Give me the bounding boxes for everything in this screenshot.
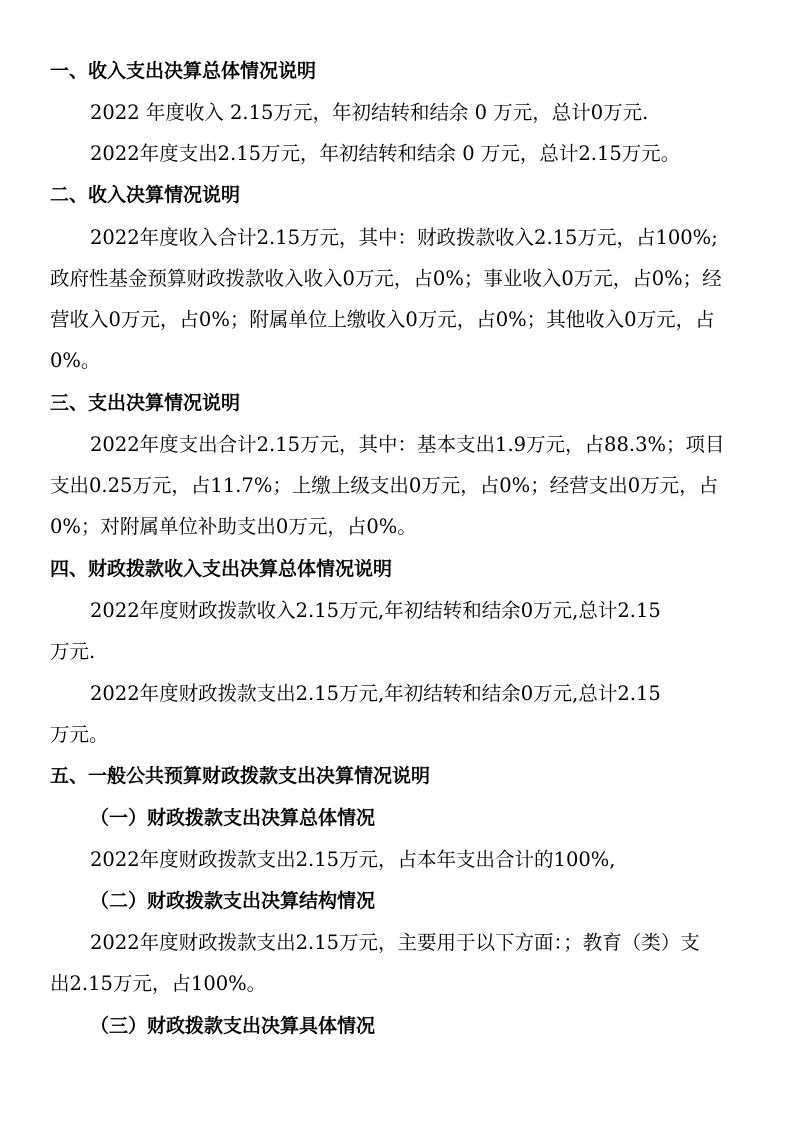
section-heading-4: 四、财政拨款收入支出决算总体情况说明: [50, 558, 393, 580]
paragraph-2-line-1-text: 2022年度收入合计2.15万元，其中：财政拨款收入2.15万元，占100%;: [90, 226, 718, 249]
paragraph-4-1-line-2: 万元.: [50, 640, 96, 663]
section-heading-5: 五、一般公共预算财政拨款支出决算情况说明: [50, 765, 431, 787]
paragraph-4-2-line-2: 万元。: [50, 723, 109, 746]
paragraph-2-line-1: [90, 226, 740, 250]
section-heading-3: 三、支出决算情况说明: [50, 392, 241, 414]
paragraph-3-line-2: 支出0.25万元，占11.7%；上缴上级支出0万元，占0%；经营支出0万元，占: [50, 474, 719, 497]
section-heading-2: 二、收入决算情况说明: [50, 184, 241, 206]
paragraph-3-line-1: 2022年度支出合计2.15万元，其中：基本支出1.9万元，占88.3%；项目: [90, 433, 725, 456]
paragraph-1-1: 2022 年度收入 2.15万元，年初结转和结余 0 万元，总计0万元.: [90, 101, 649, 124]
paragraph-2-line-3: 营收入0万元，占0%；附属单位上缴收入0万元，占0%；其他收入0万元，占: [50, 308, 715, 331]
paragraph-5-2-line-1: 2022年度财政拨款支出2.15万元，主要用于以下方面：；教育（类）支: [90, 931, 700, 954]
paragraph-1-2: 2022年度支出2.15万元，年初结转和结余 0 万元，总计2.15万元。: [90, 142, 681, 165]
subsection-heading-5-3: （三）财政拨款支出决算具体情况: [90, 1015, 376, 1037]
paragraph-2-line-4: 0%。: [50, 349, 101, 372]
paragraph-4-1-line-1: 2022年度财政拨款收入2.15万元,年初结转和结余0万元,总计2.15: [90, 599, 661, 622]
paragraph-4-2-line-1: 2022年度财政拨款支出2.15万元,年初结转和结余0万元,总计2.15: [90, 682, 661, 705]
paragraph-2-line-2: 政府性基金预算财政拨款收入收入0万元，占0%；事业收入0万元，占0%；经: [50, 267, 722, 290]
paragraph-5-2-line-2: 出2.15万元，占100%。: [50, 972, 267, 995]
section-heading-1: 一、收入支出决算总体情况说明: [50, 60, 317, 82]
subsection-heading-5-2: （二）财政拨款支出决算结构情况: [90, 890, 376, 912]
subsection-heading-5-1: （一）财政拨款支出决算总体情况: [90, 807, 376, 829]
paragraph-3-line-3: 0%；对附属单位补助支出0万元，占0%。: [50, 515, 417, 538]
paragraph-5-1: 2022年度财政拨款支出2.15万元，占本年支出合计的100%,: [90, 848, 616, 871]
